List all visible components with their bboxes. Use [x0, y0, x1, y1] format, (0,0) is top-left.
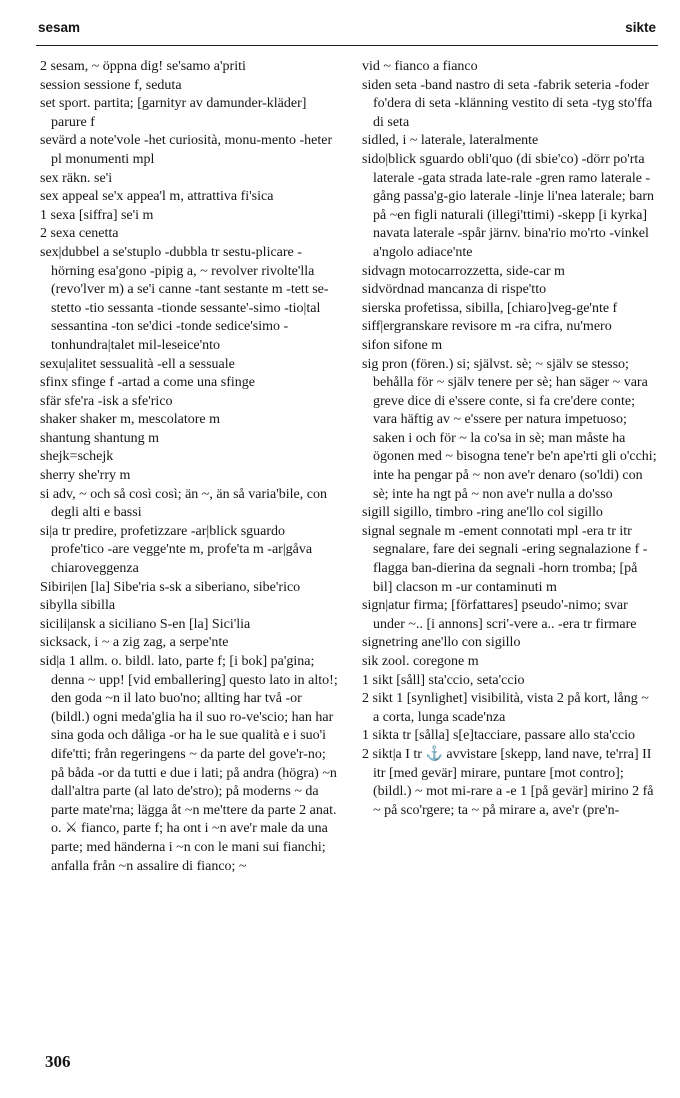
dictionary-entry: sierska profetissa, sibilla, [chiaro]veg-ge'nte f [362, 300, 618, 316]
dictionary-entry: sherry she'rry m [40, 468, 131, 484]
dictionary-entry: vid ~ fianco a fianco [362, 59, 478, 74]
dictionary-entry: sigill sigillo, timbro -ring ane'llo col sigillo [362, 505, 603, 521]
dictionary-entry: 2 sikt|a I tr ⚓ avvistare [skepp, land nave, te'rra] II itr [med gevär] mirare, puntare [mot contro]; (bildl.) ~ mot mi-rare a -e 1 [på gevär] mirino 2 få ~ på sco'rgere; ta ~ på mirare a, ave'r (pre'n- [362, 746, 654, 818]
right-column [362, 58, 658, 820]
dictionary-entry: sfinx sfinge f -artad a come una sfinge [40, 375, 255, 391]
dictionary-entry: sicili|ansk a siciliano S-en [la] Sici'lia [40, 616, 251, 632]
dictionary-entry: sexu|alitet sessualità -ell a sessuale [40, 356, 235, 372]
dictionary-entry: sibylla sibilla [40, 598, 116, 614]
dictionary-entry: shaker shaker m, mescolatore m [40, 412, 220, 428]
dictionary-entry: sex räkn. se'i [40, 170, 113, 186]
dictionary-entry: 2 sikt 1 [synlighet] visibilità, vista 2 på kort, lång ~ a corta, lunga scade'nza [362, 691, 649, 725]
page-number: 306 [45, 1052, 71, 1071]
header-rule [36, 45, 658, 46]
dictionary-entry: sidvördnad mancanza di rispe'tto [362, 282, 547, 298]
dictionary-entry: Sibiri|en [la] Sibe'ria s-sk a siberiano, sibe'rico [40, 579, 301, 595]
dictionary-entry: sid|a 1 allm. o. bildl. lato, parte f; [i bok] pa'gina; denna ~ upp! [vid emballering] questo lato in alto!; den goda ~n il lato buo'no; allting har två -or (bildl.) ogni meda'glia ha il suo ro-ve'scio; han har sina goda och dåliga -or ha le sue qualità e i suo'i dife'tti; från regeringens ~ da parte del gove'r-no; på båda -or da tutti e due i lati; på andra (högra) ~n dall'altra parte (al lato de'stro); på moderns ~ da parte mate'rna; lägga åt ~n me'ttere da parte 2 anat. o. ⚔ fianco, parte f; ha ont i ~n ave'r male da una parte; med händerna i ~n con le mani sui fianchi; anfalla från ~n assalire di fianco; ~ [40, 654, 338, 874]
dictionary-entry: sevärd a note'vole -het curiosità, monu-mento -heter pl monumenti mpl [40, 133, 333, 167]
dictionary-entry: sik zool. coregone m [362, 654, 479, 669]
dictionary-entry: sfär sfe'ra -isk a sfe'rico [40, 393, 173, 409]
dictionary-entry: signal segnale m -ement connotati mpl -era tr itr segnalare, fare dei segnali -ering segnalazione f -flagga ban-dierina da segnali -horn tromba; [på bil] clacson m -ur contaminuti m [362, 523, 648, 595]
dictionary-entry: sicksack, i ~ a zig zag, a serpe'nte [40, 635, 229, 651]
dictionary-entry: 1 sikt [såll] sta'ccio, seta'ccio [362, 672, 525, 688]
dictionary-entry: siff|ergranskare revisore m -ra cifra, nu'mero [362, 319, 612, 335]
running-head-left: sesam [38, 20, 81, 35]
dictionary-entry: sign|atur firma; [författares] pseudo'-nimo; svar under ~.. [i annons] scri'-vere a.. -era tr firmare [362, 598, 637, 632]
dictionary-entry: shejk=schejk [40, 449, 114, 465]
dictionary-entry: sido|blick sguardo obli'quo (di sbie'co) -dörr po'rta laterale -gata strada late-rale -gren ramo laterale -gång passa'g-gio laterale -linje li'nea laterale; barn på ~en figli naturali (illegi'ttimi) -skepp [i kyrka] navata laterale -spår järnv. bina'rio mo'rto -vinkel a'ngolo adiace'nte [362, 151, 655, 260]
dictionary-entry: sex|dubbel a se'stuplo -dubbla tr sestu-plicare -hörning esa'gono -pipig a, ~ revolver rivolte'lla (revo'lver m) a se'i canne -tant sestante m -tett se-stetto -tio sessanta -tionde sessante'-simo -tio|tal sessantina -ton se'dici -tonde sedice'simo -tonhundra|talet mil-leseice'nto [40, 244, 329, 353]
dictionary-entry: sidled, i ~ laterale, lateralmente [362, 133, 539, 149]
running-head-right: sikte [625, 20, 656, 35]
dictionary-entry: sidvagn motocarrozzetta, side-car m [362, 263, 565, 279]
dictionary-entry: 2 sexa cenetta [40, 226, 119, 242]
dictionary-entry: 1 sikta tr [sålla] s[e]tacciare, passare allo sta'ccio [362, 728, 636, 744]
dictionary-entry: session sessione f, seduta [40, 77, 182, 93]
dictionary-entry: signetring ane'llo con sigillo [362, 635, 521, 651]
dictionary-entry: sifon sifone m [362, 337, 443, 353]
dictionary-entry: siden seta -band nastro di seta -fabrik seteria -foder fo'dera di seta -klänning vestito di seta -tyg sto'ffa di seta [362, 77, 653, 130]
dictionary-entry: sig pron (fören.) si; självst. sè; ~ själv se stesso; behålla för ~ själv tenere per sè; han säger ~ vara greve dice di e'ssere conte, si fa cre'dere conte; vara häftig av ~ e'ssere per natura impetuoso; saken i och för ~ la co'sa in sè; man måste ha ögonen med ~ bisogna tene'r be'n ape'rti gli o'cchi; inte ha pengar på ~ non ave'r denaro (so'ldi) con sè; inte ha ngt på ~ non ave'r nulla a do'sso [362, 356, 657, 502]
dictionary-entry: 2 sesam, ~ öppna dig! se'samo a'priti [40, 59, 246, 74]
dictionary-entry: si adv, ~ och så così così; än ~, än så varia'bile, con degli alti e bassi [40, 486, 327, 521]
dictionary-entry: set sport. partita; [garnityr av damunder-kläder] parure f [40, 96, 307, 130]
dictionary-entry: 1 sexa [siffra] se'i m [40, 207, 154, 223]
left-column [40, 58, 338, 876]
dictionary-entry: si|a tr predire, profetizzare -ar|blick sguardo profe'tico -are vegge'nte m, profe'ta m -ar|gåva chiaroveggenza [40, 523, 313, 577]
dictionary-entry: sex appeal se'x appea'l m, attrattiva fi'sica [40, 189, 274, 205]
dictionary-entry: shantung shantung m [40, 430, 159, 446]
